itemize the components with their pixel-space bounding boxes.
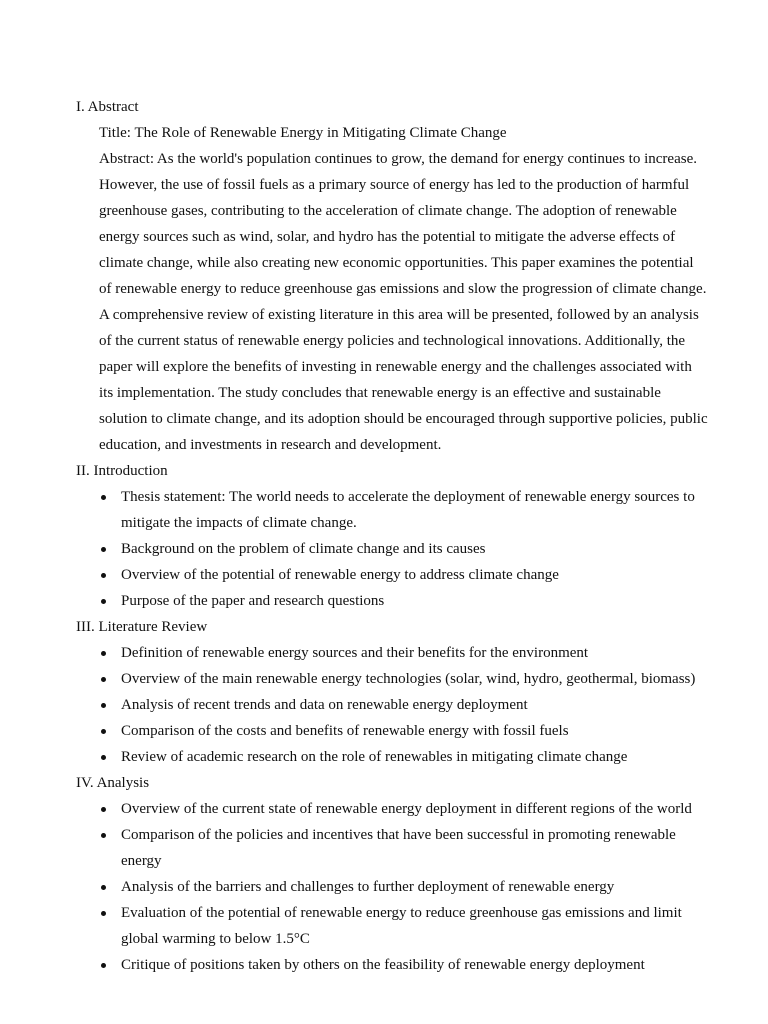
section-heading-abstract: I. Abstract: [76, 99, 139, 115]
list-item: [0, 484, 768, 536]
list-item: [0, 640, 768, 666]
document-page: [0, 94, 768, 978]
abstract-line: solution to climate change, and its adoption should be encouraged through supportive policies, public: [99, 411, 708, 427]
abstract-line: greenhouse gases, contributing to the acceleration of climate change. The adoption of renewable: [99, 203, 677, 219]
bullet-icon: [101, 484, 111, 510]
abstract-line: of renewable energy to reduce greenhouse gas emissions and slow the progression of climate change.: [99, 281, 707, 297]
paper-title: Title: The Role of Renewable Energy in Mitigating Climate Change: [99, 125, 507, 141]
abstract-line: A comprehensive review of existing literature in this area will be presented, followed by an analysis: [99, 307, 699, 323]
bullet-icon: [101, 874, 111, 900]
bullet-icon: [101, 900, 111, 926]
list-item: [0, 744, 768, 770]
bullet-icon: [101, 640, 111, 666]
abstract-line: energy sources such as wind, solar, and hydro has the potential to mitigate the adverse effects of: [99, 229, 676, 245]
list-item: [0, 952, 768, 978]
bullet-icon: [101, 796, 111, 822]
list-item: [0, 822, 768, 874]
bullet-icon: [101, 692, 111, 718]
section-heading-introduction: II. Introduction: [76, 463, 168, 479]
bullet-icon: [101, 562, 111, 588]
list-item: [0, 562, 768, 588]
list-item-text: Review of academic research on the role of renewables in mitigating climate change: [121, 749, 628, 765]
bullet-icon: [101, 666, 111, 692]
list-item-text: mitigate the impacts of climate change.: [121, 515, 357, 531]
list-item: [0, 874, 768, 900]
list-item: [0, 692, 768, 718]
abstract-line: its implementation. The study concludes that renewable energy is an effective and sustainable: [99, 385, 661, 401]
bullet-icon: [101, 588, 111, 614]
list-item-text: Purpose of the paper and research questions: [121, 593, 385, 609]
list-item: [0, 900, 768, 952]
list-item-text: Overview of the main renewable energy technologies (solar, wind, hydro, geothermal, biomass): [121, 671, 696, 687]
list-item-text: Background on the problem of climate change and its causes: [121, 541, 486, 557]
bullet-icon: [101, 718, 111, 744]
list-item-text: Critique of positions taken by others on the feasibility of renewable energy deployment: [121, 957, 645, 973]
list-item-text: Analysis of the barriers and challenges to further deployment of renewable energy: [121, 879, 615, 895]
list-item-text: Definition of renewable energy sources and their benefits for the environment: [121, 645, 589, 661]
list-item-text: global warming to below 1.5°C: [121, 931, 310, 947]
list-item-text: energy: [121, 853, 162, 869]
list-item-text: Comparison of the costs and benefits of renewable energy with fossil fuels: [121, 723, 569, 739]
abstract-line: education, and investments in research and development.: [99, 437, 442, 453]
abstract-line: paper will explore the benefits of investing in renewable energy and the challenges associated with: [99, 359, 692, 375]
section-heading-analysis: IV. Analysis: [76, 775, 150, 791]
bullet-icon: [101, 822, 111, 848]
list-item: [0, 536, 768, 562]
bullet-icon: [101, 536, 111, 562]
abstract-line: However, the use of fossil fuels as a primary source of energy has led to the production of harmful: [99, 177, 690, 193]
list-item-text: Overview of the current state of renewable energy deployment in different regions of the world: [121, 801, 692, 817]
list-item-text: Thesis statement: The world needs to accelerate the deployment of renewable energy sources to: [121, 489, 695, 505]
list-item: [0, 796, 768, 822]
list-item-text: Analysis of recent trends and data on renewable energy deployment: [121, 697, 528, 713]
bullet-icon: [101, 952, 111, 978]
abstract-line: Abstract: As the world's population continues to grow, the demand for energy continues to increase.: [99, 151, 697, 167]
list-item: [0, 718, 768, 744]
section-heading-literature-review: III. Literature Review: [76, 619, 208, 635]
list-item-text: Comparison of the policies and incentives that have been successful in promoting renewable: [121, 827, 676, 843]
list-item-text: Evaluation of the potential of renewable energy to reduce greenhouse gas emissions and limit: [121, 905, 682, 921]
list-item-text: Overview of the potential of renewable energy to address climate change: [121, 567, 559, 583]
bullet-icon: [101, 744, 111, 770]
abstract-line: climate change, while also creating new economic opportunities. This paper examines the potential: [99, 255, 694, 271]
list-item: [0, 666, 768, 692]
list-item: [0, 588, 768, 614]
abstract-line: of the current status of renewable energy policies and technological innovations. Additionally, the: [99, 333, 686, 349]
